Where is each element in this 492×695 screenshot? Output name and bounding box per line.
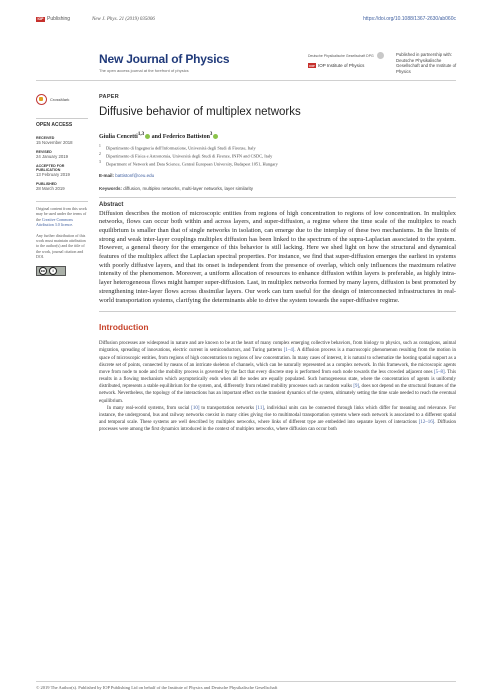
text-run: . Diffusion processes were among the first dynamics introduced in the context of multiplex networks, where diffusion can occur both xyxy=(99,419,456,433)
publisher-name: Publishing xyxy=(47,16,71,22)
license-block xyxy=(36,201,88,276)
citation-link[interactable]: [5–8] xyxy=(434,369,445,375)
article-sidebar xyxy=(36,94,88,276)
abstract-section xyxy=(99,197,456,313)
corresponding-email xyxy=(99,173,456,178)
affiliation-number: 3 xyxy=(99,159,101,164)
date-label: PUBLISHED xyxy=(36,182,57,186)
dpg-partner xyxy=(308,52,394,59)
affiliation xyxy=(99,160,456,168)
keywords-list: diffusion, multiplex networks, multi-layer networks, layer similarity xyxy=(123,185,253,191)
license-text: Original content from this work may be used under the terms of the xyxy=(36,206,87,222)
running-header xyxy=(36,14,456,24)
affiliation-number: 2 xyxy=(99,151,101,156)
author-name: Giulia Cencetti xyxy=(99,134,138,140)
text-run: , does not depend on the structural features of the network. Nevertheless, the topology of the interactions has an important effect on the transient dynamics of the system, ultimately setting the time scale needed to reach the eventual equilibrium. xyxy=(99,384,456,404)
email-label: E-mail: xyxy=(99,172,115,178)
crossmark-badge[interactable] xyxy=(36,94,88,105)
by-icon: i xyxy=(49,267,57,275)
license-statement xyxy=(36,206,88,228)
author-superscript: 3 xyxy=(209,132,213,137)
text-run: , individual units can be connected through links which differ for meaning and relevance. For instance, the underground, bus and railway networks coexist in many cities giving rise to multimodal transportation systems where each network is associated to a different spatial and temporal scale. These systems are well described by multiplex networks, where links of different type are embedded into separate layers of interactions xyxy=(99,405,456,425)
article-main xyxy=(99,94,456,433)
paragraph xyxy=(99,405,456,434)
section-heading-introduction: Introduction xyxy=(99,322,149,333)
publication-dates xyxy=(36,136,88,191)
publisher-brand xyxy=(36,16,92,22)
dpg-logo-icon xyxy=(377,52,384,59)
journal-title: New Journal of Physics xyxy=(99,52,230,66)
citation-link[interactable]: [10] xyxy=(191,405,200,411)
copyright-footer: © 2019 The Author(s). Published by IOP Publishing Ltd on behalf of the Institute of Physics and Deutsche Physikalische Gesellschaft xyxy=(36,681,456,690)
orcid-icon[interactable] xyxy=(213,134,218,139)
iop-partner xyxy=(308,63,394,68)
partnership-note: Published in partnership with: Deutsche Physikalische Gesellschaft and the Institute of Physics xyxy=(396,52,457,74)
affiliation-number: 1 xyxy=(99,144,101,148)
affiliation xyxy=(99,152,456,160)
author-list xyxy=(99,132,456,140)
text-run: . A diffusion process is a macroscopic phenomenon resulting from the motion in space of microscopic entities, from regions of high concentration to regions of low concentration. In many cases of interest, it is natural to schematize the hosting spatial support as a discrete set of points, connected by means of an intricate skeleton of channels, which can be naturally represented as a complex network. In this framework, the microscopic agents move from node to node and the mobility process is governed by the fact that every discrete step is performed from each node towards the less crowded adjacent ones xyxy=(99,348,456,375)
iop-institute-logo-icon: IOP xyxy=(309,63,315,68)
affiliation-text: Dipartimento di Fisica e Astronomia, Università degli Studi di Firenze, INFN and CSDC, Italy xyxy=(106,153,273,159)
paper-type: PAPER xyxy=(99,94,120,100)
date-value: 15 November 2018 xyxy=(36,140,73,145)
iop-institute-name: IOP Institute of Physics xyxy=(318,63,365,68)
citation-link[interactable]: [12–16] xyxy=(418,419,435,425)
author-name: and Federico Battiston xyxy=(150,134,210,140)
text-run: In many real-world systems, from social xyxy=(107,405,192,411)
iop-logo-icon: IOP xyxy=(37,17,44,21)
crossmark-label: CrossMark xyxy=(50,97,70,102)
affiliations xyxy=(99,144,456,168)
text-run: to transportation networks xyxy=(199,405,256,411)
paragraph xyxy=(99,340,456,404)
text-run: . This results in a flowing mechanism which asymptotically ends when all the nodes are equally populated. Such homogeneous state, where the concentration of agents is uniformly distributed, represents a stable equilibrium for the system, and, differently from related mobility processes such as random walks xyxy=(99,369,456,390)
date-label: REVISED xyxy=(36,150,52,154)
partner-logos xyxy=(308,52,394,68)
date-value: 24 January 2019 xyxy=(36,154,69,159)
affiliation xyxy=(99,144,456,152)
open-access-label: OPEN ACCESS xyxy=(36,118,88,128)
abstract-heading: Abstract xyxy=(99,201,124,208)
keywords-label: Keywords: xyxy=(99,185,123,191)
cc-by-badge xyxy=(36,266,66,276)
citation-link[interactable]: [11] xyxy=(255,405,264,411)
email-link[interactable]: battistonf@ceu.edu xyxy=(115,172,155,178)
introduction-body xyxy=(99,340,456,433)
author-superscript: 1,3 xyxy=(137,132,145,137)
affiliation-text: Department of Network and Data Science, Central European University, Budapest 1051, Hungary xyxy=(106,161,278,167)
cc-icon: cc xyxy=(40,267,46,273)
doi-link[interactable]: https://doi.org/10.1088/1367-2630/ab060c xyxy=(363,16,456,22)
date-value: 13 February 2019 xyxy=(36,172,70,177)
crossmark-icon xyxy=(36,94,47,105)
journal-tagline: The open access journal at the forefront of physics xyxy=(99,68,189,73)
citation-link[interactable]: [1–4] xyxy=(283,348,295,354)
license-link[interactable]: Creative Commons Attribution 3.0 licence xyxy=(36,216,73,228)
keywords xyxy=(99,186,456,191)
masthead-divider xyxy=(36,80,456,81)
article-title: Diffusive behavior of multiplex networks xyxy=(99,106,301,118)
journal-masthead xyxy=(99,52,229,73)
license-attribution: Any further distribution of this work must maintain attribution to the author(s) and the title of the work, journal citation and DOI. xyxy=(36,232,86,260)
license-text-end: . xyxy=(72,222,74,228)
date-label: RECEIVED xyxy=(36,136,55,140)
citation-link[interactable]: [9] xyxy=(353,384,360,390)
abstract-text: Diffusion describes the motion of microscopic entities from regions of high concentration to regions of low concentration. In multiplex networks, flows can occur both within and across layers, and super-diffusion, a regime where the time scale of the multiplex to reach equilibrium is smaller than that of single networks in isolation, can emerge due to the interplay of these two mechanisms. In the limits of strong and weak inter-layer couplings multiplex diffusion has been linked to the spectrum of the supra-Laplacian associated to the system. However, a general theory for the emergence of this behavior is still lacking. Here we shed light on how the structural and dynamical features of the multiplex affect the Laplacian spectral properties. For instance, we find that super-diffusion emerges the earliest in systems with poorly diffusive layers, and that its onset is independent from the presence of overlap, which only influences the maximum relative intensity of the phenomenon. Moreover, a uniform allocation of resources to enhance diffusion within layers is preferable, as highly intra-layer heterogeneous flows might hamper super-diffusion. Last, in multiplex networks formed by many layers, diffusion is best promoted by strengthening inter-layer flows across dissimilar layers. Our work can turn useful for the design of interconnected infrastructures in real-world transportation systems, clarifying the determinants able to drive the system towards the super-diffusive regime. xyxy=(99,209,456,304)
journal-reference: New J. Phys. 21 (2019) 035006 xyxy=(92,16,155,22)
date-value: 28 March 2019 xyxy=(36,186,65,191)
text-run: Diffusion processes are widespread in nature and are known to be at the heart of many complex emerging collective behaviors, from biology to physics, such as contagions, animal migration, spreading of innovations, electric current in semiconductors, and Turing patterns xyxy=(99,341,456,354)
affiliation-text: Dipartimento di Ingegneria dell'Informazione, Università degli Studi di Firenze, Italy xyxy=(106,145,256,151)
date-label: ACCEPTED FOR PUBLICATION xyxy=(36,164,65,172)
dpg-name: Deutsche Physikalische Gesellschaft DPG xyxy=(308,53,374,58)
